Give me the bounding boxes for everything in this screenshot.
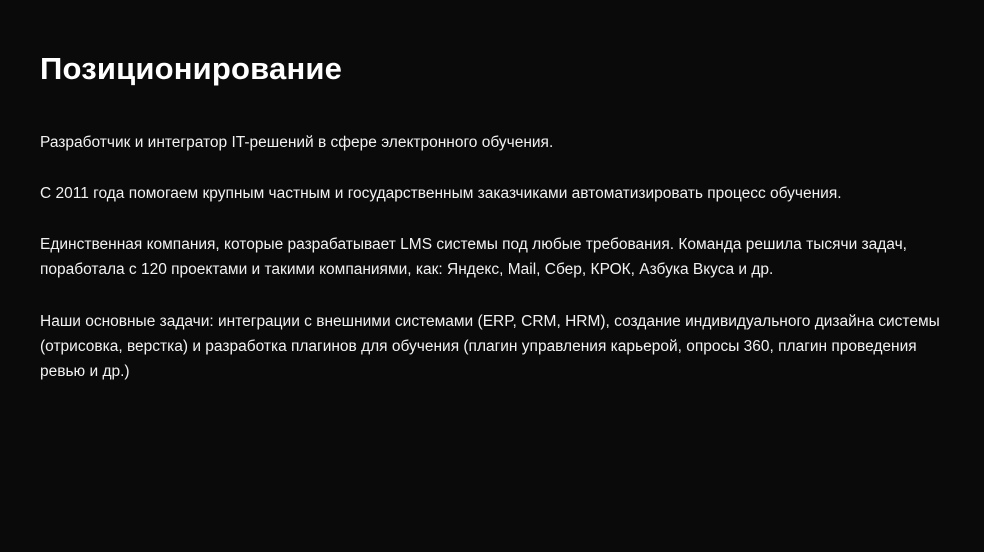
paragraph-history: С 2011 года помогаем крупным частным и государственным заказчиками автоматизировать процесс обучения. [40,185,842,203]
paragraph-lms-experience: Единственная компания, которые разрабатывает LMS системы под любые требования. Команда решила тысячи задач, поработала с 120 проектами и такими компаниями, как: Яндекс, Mail, Сбер, КРОК, Азбука Вкуса и др. [40,236,907,279]
paragraph-positioning-intro: Разработчик и интегратор IT-решений в сфере электронного обучения. [40,134,554,152]
page-title: Позиционирование [40,51,343,86]
paragraph-main-tasks: Наши основные задачи: интеграции с внешними системами (ERP, CRM, HRM), создание индивидуального дизайна системы (отрисовка, верстка) и разработка плагинов для обучения (плагин управления карьерой, опросы 360, плагин проведения ревью и др.) [40,312,940,380]
